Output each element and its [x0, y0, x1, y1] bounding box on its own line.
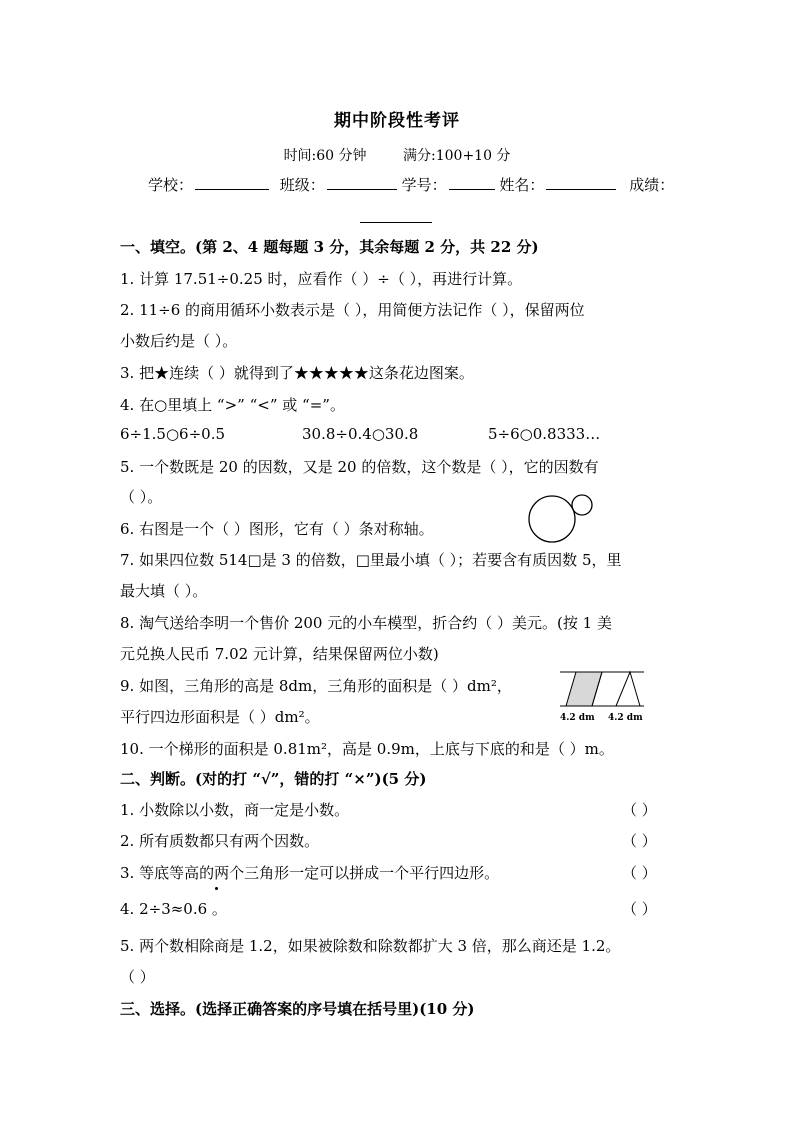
name-label: 姓名：: [499, 176, 545, 194]
judge-bracket-2[interactable]: （ ）: [622, 832, 657, 850]
class-label: 班级：: [279, 176, 325, 194]
school-label: 学校：: [148, 176, 194, 194]
school-blank[interactable]: [195, 175, 269, 190]
repeating-dot: [215, 887, 218, 890]
question-5-line2: （ ）。: [120, 488, 163, 506]
figure-label-right: 4.2 dm: [608, 713, 643, 723]
judge-item-5: 5. 两个数相除商是 1.2，如果被除数和除数都扩大 3 倍，那么商还是 1.2。: [120, 937, 621, 955]
judge-bracket-1[interactable]: （ ）: [622, 801, 657, 819]
exam-full-score: 满分:100+10 分: [403, 148, 511, 164]
figure-label-left: 4.2 dm: [560, 713, 595, 723]
section3-heading: 三、选择。(选择正确答案的序号填在括号里)(10 分): [120, 1000, 475, 1018]
judge-item-3: 3. 等底等高的两个三角形一定可以拼成一个平行四边形。: [120, 864, 500, 882]
section2-heading: 二、判断。(对的打 “√”，错的打 “×”)(5 分): [120, 770, 427, 788]
question-7-line2: 最大填（ ）。: [120, 582, 208, 600]
question-2-line2: 小数后约是（ ）。: [120, 332, 238, 350]
question-6: 6. 右图是一个（ ）图形，它有（ ）条对称轴。: [120, 520, 434, 538]
question-2-line1: 2. 11÷6 的商用循环小数表示是（ ），用简便方法记作（ ），保留两位: [120, 301, 585, 319]
section1-heading: 一、填空。(第 2、4 题每题 3 分，其余每题 2 分，共 22 分): [120, 238, 539, 256]
parallelogram-triangle-figure: [558, 668, 646, 724]
two-circles-figure: [526, 490, 596, 546]
student-info-row: [148, 174, 676, 195]
question-1: 1. 计算 17.51÷0.25 时，应看作（ ）÷（ ），再进行计算。: [120, 270, 523, 288]
question-7-line1: 7. 如果四位数 514□是 3 的倍数，□里最小填（ ）；若要含有质因数 5，里: [120, 551, 622, 569]
score-blank[interactable]: [360, 208, 432, 223]
question-4: 4. 在○里填上 “>” “<” 或 “=”。: [120, 396, 345, 414]
judge-item-4: 4. 2÷3≈0.6 。: [120, 900, 227, 918]
class-blank[interactable]: [327, 175, 397, 190]
judge-bracket-3[interactable]: （ ）: [622, 864, 657, 882]
student-number-label: 学号：: [401, 176, 447, 194]
judge-item-2: 2. 所有质数都只有两个因数。: [120, 832, 320, 850]
judge-bracket-5[interactable]: （ ）: [120, 968, 155, 986]
question-10: 10. 一个梯形的面积是 0.81m²，高是 0.9m，上底与下底的和是（ ）m。: [120, 740, 614, 758]
judge-bracket-4[interactable]: （ ）: [622, 900, 657, 918]
question-4-item-c: 5÷6○0.8333…: [488, 425, 601, 443]
question-8-line1: 8. 淘气送给李明一个售价 200 元的小车模型，折合约（ ）美元。(按 1 美: [120, 614, 612, 632]
student-number-blank[interactable]: [449, 175, 495, 190]
exam-time: 时间:60 分钟: [283, 148, 367, 164]
question-8-line2: 元兑换人民币 7.02 元计算，结果保留两位小数): [120, 645, 439, 663]
question-3: 3. 把★连续（ ）就得到了★★★★★这条花边图案。: [120, 364, 474, 382]
page-title: 期中阶段性考评: [334, 111, 460, 131]
question-9-line1: 9. 如图，三角形的高是 8dm，三角形的面积是（ ）dm²，: [120, 677, 512, 695]
exam-meta: [0, 145, 794, 165]
score-label: 成绩：: [629, 176, 675, 194]
question-5-line1: 5. 一个数既是 20 的因数，又是 20 的倍数，这个数是（ ），它的因数有: [120, 458, 599, 476]
question-4-item-a: 6÷1.5○6÷0.5: [120, 425, 226, 443]
name-blank[interactable]: [546, 175, 616, 190]
question-9-line2: 平行四边形面积是（ ）dm²。: [120, 708, 320, 726]
judge-item-1: 1. 小数除以小数，商一定是小数。: [120, 801, 350, 819]
question-4-item-b: 30.8÷0.4○30.8: [302, 425, 419, 443]
